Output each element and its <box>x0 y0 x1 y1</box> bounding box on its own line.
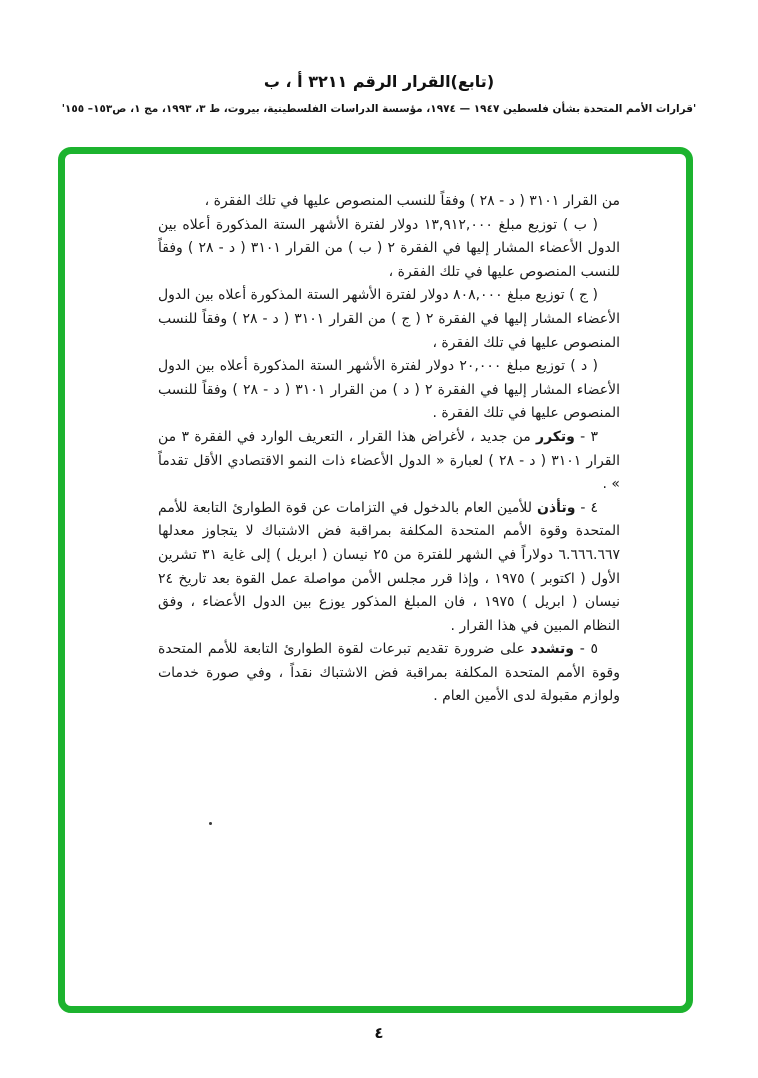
paragraph-clause-4 <box>158 497 620 639</box>
paragraph-clause-3 <box>158 426 620 497</box>
resolution-title: (تابع)القرار الرقم ٣٢١١ أ ، ب <box>263 72 495 91</box>
paragraph-text: من القرار ٣١٠١ ( د - ٢٨ ) وفقاً للنسب المنصوص عليها في تلك الفقرة ، <box>204 193 620 209</box>
paragraph-item-d <box>158 355 620 426</box>
scan-artifact-dot <box>209 822 212 825</box>
paragraph-text: توزيع مبلغ ١٣,٩١٢,٠٠٠ دولار لفترة الأشهر الستة المذكورة أعلاه بين الدول الأعضاء المشار إليها في الفقرة ٢ ( ب ) من القرار ٣١٠١ ( د - ٢٨ ) وفقاً للنسب المنصوص عليها في تلك الفقرة ، <box>158 216 620 280</box>
paragraph-prefix: ( ج ) <box>564 287 599 304</box>
paragraph-prefix: ( د ) <box>565 358 598 375</box>
paragraph-text: للأمين العام بالدخول في التزامات عن قوة الطوارئ التابعة للأمم المتحدة وقوة الأمم المتحدة المكلفة بمراقبة فض الاشتباك لا يتجاوز معدلها ٦.٦٦٦.٦٦٧ دولاراً في الشهر للفترة من ٢٥ نيسان ( ابريل ) إلى غاية ٣١ تشرين الأول ( اكتوبر ) ١٩٧٥ ، وإذا قرر مجلس الأمن مواصلة عمل القوة بعد تاريخ ٢٤ نيسان ( ابريل ) ١٩٧٥ ، فان المبلغ المذكور يوزع بين الدول الأعضاء ، وفق النظام المبين في هذا القرار . <box>158 499 621 634</box>
paragraph-lead: وتشدد <box>530 641 574 658</box>
paragraph-text: على ضرورة تقديم تبرعات لقوة الطوارئ التابعة للأمم المتحدة وقوة الأمم المتحدة المكلفة بمراقبة فض الاشتباك نقداً ، وفي صورة خدمات ولوازم مقبولة لدى الأمين العام . <box>158 641 620 705</box>
paragraph-prefix: ٥ - <box>574 641 598 658</box>
paragraph-clause-5 <box>158 638 620 709</box>
paragraph-prefix: ٤ - <box>575 499 599 516</box>
document-frame <box>58 147 693 1013</box>
paragraph-prefix: ( ب ) <box>557 216 598 233</box>
paragraph-lead: وتكرر <box>536 428 575 445</box>
paragraph-text: توزيع مبلغ ٢٠,٠٠٠ دولار لفترة الأشهر الستة المذكورة أعلاه بين الدول الأعضاء المشار إليها في الفقرة ٢ ( د ) من القرار ٣١٠١ ( د - ٢٨ ) وفقاً للنسب المنصوص عليها في تلك الفقرة . <box>158 358 620 422</box>
paragraph-item-b <box>158 214 620 285</box>
page-number: ٤ <box>374 1024 384 1042</box>
paragraph-prefix: ٣ - <box>574 428 599 445</box>
paragraph-lead: وتأذن <box>537 499 576 516</box>
paragraph-text: توزيع مبلغ ٨٠٨,٠٠٠ دولار لفترة الأشهر الستة المذكورة أعلاه بين الدول الأعضاء المشار إليها في الفقرة ٢ ( ج ) من القرار ٣١٠١ ( د - ٢٨ ) وفقاً للنسب المنصوص عليها في تلك الفقرة ، <box>158 287 620 351</box>
paragraph-continuation <box>158 190 620 214</box>
source-citation: 'قرارات الأمم المتحدة بشأن فلسطين ١٩٤٧ — ١٩٧٤، مؤسسة الدراسات الفلسطينية، بيروت، ط ٣، ١٩٩٣، مج ١، ص١٥٣– ١٥٥' <box>61 103 697 115</box>
document-body <box>158 190 620 709</box>
paragraph-item-j <box>158 284 620 355</box>
paragraph-text: من جديد ، لأغراض هذا القرار ، التعريف الوارد في الفقرة ٣ من القرار ٣١٠١ ( د - ٢٨ ) لعبارة « الدول الأعضاء ذات النمو الاقتصادي الأقل تقدماً » . <box>158 428 620 493</box>
